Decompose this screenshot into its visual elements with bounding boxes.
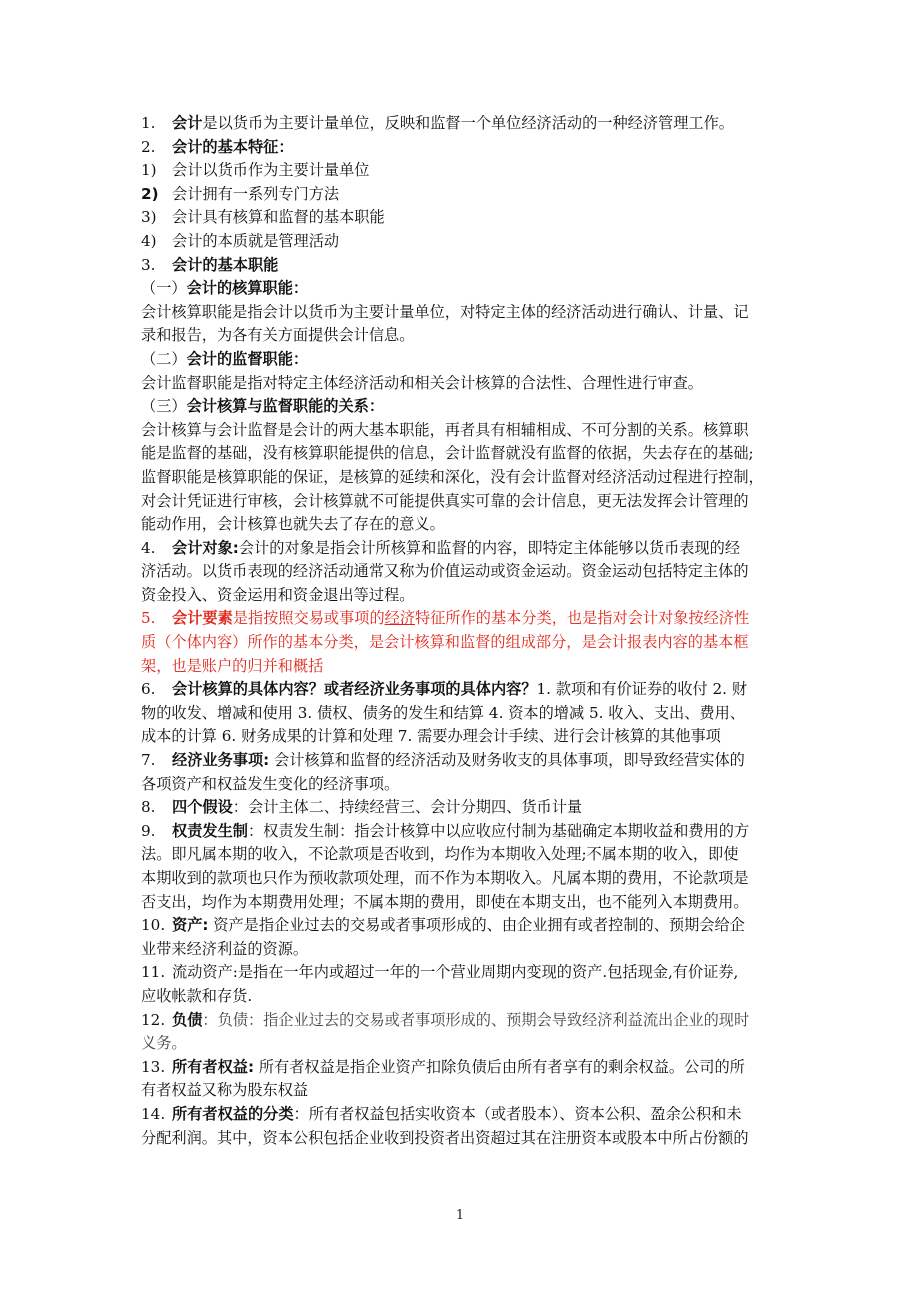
feature-1: 1) 会计以货币作为主要计量单位 <box>141 161 370 180</box>
paragraph-line: 对会计凭证进行审核，会计核算就不可能提供真实可靠的会计信息，更无法发挥会计管理的 <box>141 491 749 510</box>
item-12: 12. 负债：负债：指企业过去的交易或者事项形成的、预期会导致经济利益流出企业的现时 <box>141 1010 750 1029</box>
paragraph-line: 各项资产和权益发生变化的经济事项。 <box>141 774 400 793</box>
paragraph-line: 资金投入、资金运用和资金退出等过程。 <box>141 585 415 604</box>
paragraph-line: 会计核算与会计监督是会计的两大基本职能，再者具有相辅相成、不可分割的关系。核算职 <box>141 420 749 439</box>
paragraph-line: 录和报告，为各有关方面提供会计信息。 <box>141 326 415 345</box>
paragraph-line: 物的收发、增减和使用 3. 债权、债务的发生和结算 4. 资本的增减 5. 收入、支出、费用、 <box>141 703 745 722</box>
item-7: 7. 经济业务事项: 会计核算和监督的经济活动及财务收支的具体事项，即导致经营实体的 <box>141 751 745 770</box>
subsection-3-heading: （三）会计核算与监督职能的关系： <box>141 397 384 416</box>
feature-2: 2) 会计拥有一系列专门方法 <box>141 184 340 203</box>
item-9: 9. 权责发生制：权责发生制：指会计核算中以应收应付制为基础确定本期收益和费用的方 <box>141 821 750 840</box>
item-10: 10. 资产: 资产是指企业过去的交易或者事项形成的、由企业拥有或者控制的、预期会给企 <box>141 916 745 935</box>
paragraph-line: 法。即凡属本期的收入，不论款项是否收到，均作为本期收入处理;不属本期的收入，即使 <box>141 845 739 864</box>
feature-3: 3) 会计具有核算和监督的基本职能 <box>141 208 385 227</box>
item-4: 4. 会计对象:会计的对象是指会计所核算和监督的内容，即特定主体能够以货币表现的经 <box>141 538 741 557</box>
paragraph-line: 质（个体内容）所作的基本分类，是会计核算和监督的组成部分，是会计报表内容的基本框 <box>141 633 749 652</box>
item-14: 14. 所有者权益的分类：所有者权益包括实收资本（或者股本）、资本公积、盈余公积和未 <box>141 1104 742 1123</box>
paragraph-line: 能是监督的基础，没有核算职能提供的信息，会计监督就没有监督的依据，失去存在的基础; <box>141 444 754 463</box>
item-1: 1. 会计是以货币为主要计量单位，反映和监督一个单位经济活动的一种经济管理工作。 <box>141 114 734 132</box>
subsection-2-heading: （二）会计的监督职能： <box>141 349 309 368</box>
item-2: 2. 会计的基本特征： <box>141 137 294 156</box>
paragraph-line: 能动作用，会计核算也就失去了存在的意义。 <box>141 515 445 534</box>
subsection-1-heading: （一）会计的核算职能： <box>141 279 309 298</box>
document-body <box>141 112 783 1150</box>
paragraph-line: 济活动。以货币表现的经济活动通常又称为价值运动或资金运动。资金运动包括特定主体的 <box>141 562 749 581</box>
paragraph-line: 成本的计算 6. 财务成果的计算和处理 7. 需要办理会计手续、进行会计核算的其他事项 <box>141 727 721 746</box>
paragraph-line: 分配利润。其中，资本公积包括企业收到投资者出资超过其在注册资本或股本中所占份额的 <box>141 1128 749 1147</box>
hyperlink-text: 经济 <box>384 609 415 628</box>
page-number: 1 <box>455 1208 465 1223</box>
paragraph-line: 会计核算职能是指会计以货币为主要计量单位，对特定主体的经济活动进行确认、计量、记 <box>141 302 749 321</box>
item-8: 8. 四个假设：会计主体二、持续经营三、会计分期四、货币计量 <box>141 798 583 817</box>
item-13: 13. 所有者权益: 所有者权益是指企业资产扣除负债后由所有者享有的剩余权益。公司的所 <box>141 1057 745 1076</box>
paragraph-line: 否支出，均作为本期费用处理；不属本期的费用，即使在本期支出，也不能列入本期费用。 <box>141 892 749 911</box>
paragraph-line: 会计监督职能是指对特定主体经济活动和相关会计核算的合法性、合理性进行审查。 <box>141 373 703 392</box>
feature-4: 4) 会计的本质就是管理活动 <box>141 231 340 250</box>
paragraph-line: 本期收到的款项也只作为预收款项处理，而不作为本期收入。凡属本期的费用，不论款项是 <box>141 869 749 887</box>
item-11: 11. 流动资产:是指在一年内或超过一年的一个营业周期内变现的资产.包括现金,有价证券, <box>141 963 739 982</box>
item-5: 5. 会计要素是指按照交易或事项的经济特征所作的基本分类，也是指对会计对象按经济性 <box>141 609 750 628</box>
paragraph-line: 监督职能是核算职能的保证，是核算的延续和深化，没有会计监督对经济活动过程进行控制， <box>141 467 764 486</box>
item-6: 6. 会计核算的具体内容？或者经济业务事项的具体内容？1. 款项和有价证券的收付 2. 财 <box>141 680 748 699</box>
item-3: 3. 会计的基本职能 <box>141 255 279 274</box>
paragraph-line: 业带来经济利益的资源。 <box>141 939 309 958</box>
paragraph-line: 有者权益又称为股东权益 <box>141 1081 309 1100</box>
paragraph-line: 架，也是账户的归并和概括 <box>141 656 324 675</box>
paragraph-line: 义务。 <box>141 1034 187 1053</box>
paragraph-line: 应收帐款和存货. <box>141 986 253 1005</box>
